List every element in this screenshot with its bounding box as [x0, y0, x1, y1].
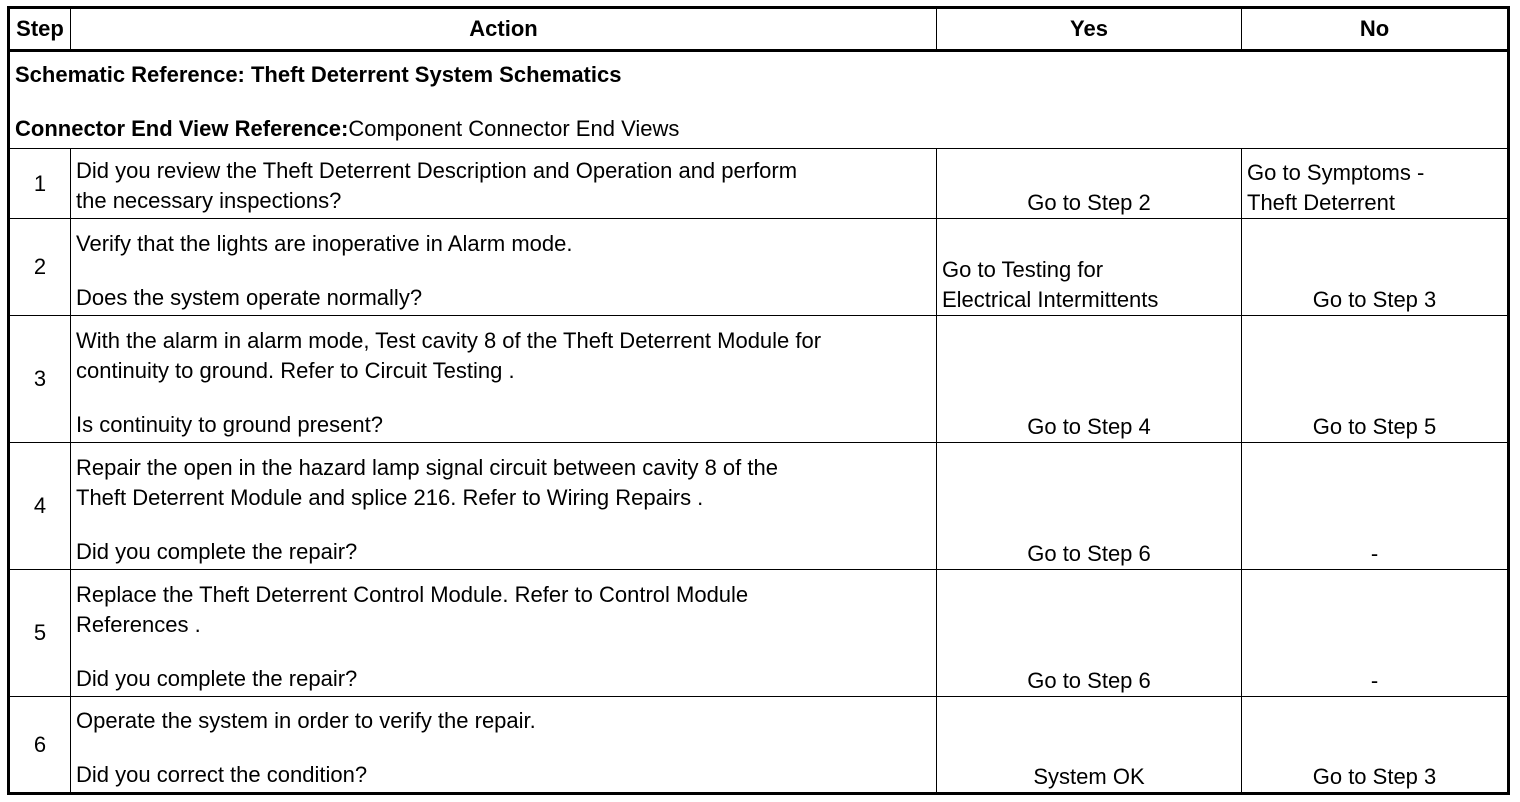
- yes-cell[interactable]: Go to Step 6: [937, 443, 1242, 570]
- no-text: Theft Deterrent: [1247, 190, 1395, 215]
- action-text: Replace the Theft Deterrent Control Module. Refer to Control Module: [76, 582, 749, 607]
- no-cell: -: [1242, 443, 1509, 570]
- question-text: Did you complete the repair?: [76, 666, 358, 691]
- header-step: Step: [9, 8, 71, 51]
- no-cell[interactable]: [1242, 149, 1509, 219]
- diagnostic-table: [7, 6, 1510, 795]
- question-text: Does the system operate normally?: [76, 285, 423, 310]
- reference-cell: [9, 51, 1509, 149]
- question-text: Did you correct the condition?: [76, 762, 368, 787]
- no-text: Go to Symptoms -: [1247, 160, 1425, 185]
- yes-cell[interactable]: Go to Step 6: [937, 570, 1242, 697]
- action-cell: [71, 570, 937, 697]
- step-number: 2: [9, 219, 71, 316]
- step-number: 3: [9, 316, 71, 443]
- action-cell: [71, 443, 937, 570]
- action-cell: [71, 219, 937, 316]
- table-row: [9, 443, 1509, 570]
- table-header-row: [9, 8, 1509, 51]
- action-text: References .: [76, 612, 201, 637]
- yes-cell[interactable]: Go to Step 2: [937, 149, 1242, 219]
- no-cell: -: [1242, 570, 1509, 697]
- action-text: Did you review the Theft Deterrent Description and Operation and perform: [76, 158, 798, 183]
- action-cell: [71, 149, 937, 219]
- action-text: continuity to ground. Refer to Circuit Testing .: [76, 358, 515, 383]
- action-text: Theft Deterrent Module and splice 216. Refer to Wiring Repairs .: [76, 485, 704, 510]
- action-cell: [71, 697, 937, 794]
- action-text: Verify that the lights are inoperative in Alarm mode.: [76, 231, 573, 256]
- question-text: Is continuity to ground present?: [76, 412, 383, 437]
- connector-reference-label: Connector End View Reference:: [15, 116, 349, 141]
- yes-text: Electrical Intermittents: [942, 287, 1159, 312]
- yes-text: Go to Testing for: [942, 257, 1104, 282]
- table-row: [9, 219, 1509, 316]
- connector-reference-link[interactable]: Component Connector End Views: [348, 116, 680, 141]
- action-text: Operate the system in order to verify the repair.: [76, 708, 536, 733]
- question-text: Did you complete the repair?: [76, 539, 358, 564]
- header-no: No: [1242, 8, 1509, 51]
- table-row: [9, 149, 1509, 219]
- yes-cell[interactable]: Go to Step 4: [937, 316, 1242, 443]
- yes-cell[interactable]: [937, 219, 1242, 316]
- action-cell: [71, 316, 937, 443]
- table-row: [9, 697, 1509, 794]
- table-row: [9, 570, 1509, 697]
- reference-row: [9, 51, 1509, 149]
- no-cell[interactable]: Go to Step 5: [1242, 316, 1509, 443]
- no-cell[interactable]: Go to Step 3: [1242, 219, 1509, 316]
- yes-cell[interactable]: System OK: [937, 697, 1242, 794]
- no-cell[interactable]: Go to Step 3: [1242, 697, 1509, 794]
- table-row: [9, 316, 1509, 443]
- step-number: 6: [9, 697, 71, 794]
- action-text: the necessary inspections?: [76, 188, 342, 213]
- step-number: 1: [9, 149, 71, 219]
- header-action: Action: [71, 8, 937, 51]
- header-yes: Yes: [937, 8, 1242, 51]
- step-number: 5: [9, 570, 71, 697]
- connector-reference: [15, 114, 1502, 144]
- action-text: With the alarm in alarm mode, Test cavity 8 of the Theft Deterrent Module for: [76, 328, 822, 353]
- action-text: Repair the open in the hazard lamp signal circuit between cavity 8 of the: [76, 455, 778, 480]
- schematic-reference: Schematic Reference: Theft Deterrent System Schematics: [15, 62, 622, 87]
- step-number: 4: [9, 443, 71, 570]
